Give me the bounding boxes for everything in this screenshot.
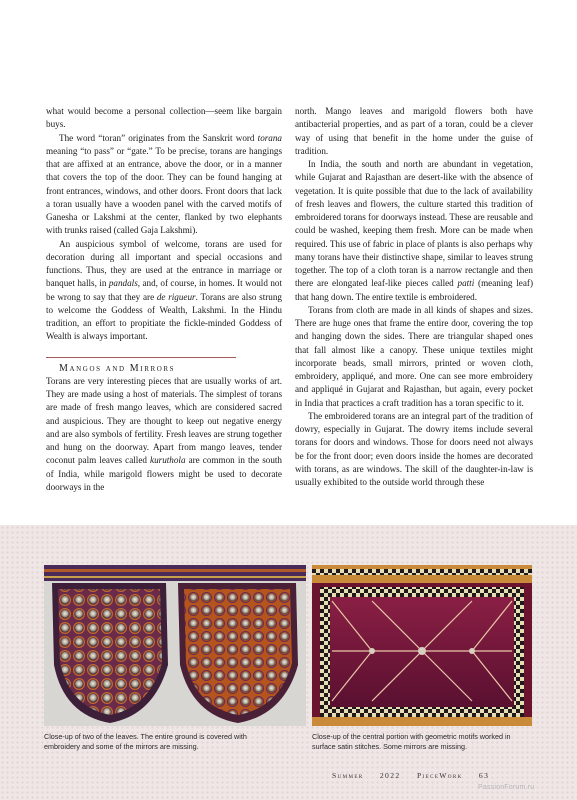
photo-caption-left: Close-up of two of the leaves. The entire ground is covered with embroidery and some of the mirrors are missing. xyxy=(44,732,247,751)
photo-toran-leaves xyxy=(44,565,306,726)
section-rule xyxy=(46,357,236,358)
photo-toran-center xyxy=(312,565,532,726)
paragraph: Torans from cloth are made in all kinds of shapes and sizes. There are huge ones that frame the entire door, covering the top and hanging down the sides. There are triangular shaped ones that fall almost like a canopy. These unique textiles might incorporate beads, small mirrors, printed or woven cloth, embroidery, appliqué, and more. One can see more embroidery and appliqué in Gujarat and Rajasthan, but again, every pocket in India that practices a craft tradition has a toran specific to it. xyxy=(295,304,533,408)
footer-season: Summer xyxy=(332,771,364,780)
paragraph: north. Mango leaves and marigold flowers both have antibacterial properties, and as part of a toran, could be a clever way of using that benefit in the home under the guise of tradition. xyxy=(295,106,533,156)
paragraph: In India, the south and north are abundant in vegetation, while Gujarat and Rajasthan are desert-like with the absence of vegetation. It is quite possible that due to the lack of availability of fresh leaves and flowers, the culture started this tradition of embroidered torans for doorways instead. These are reusable and could be washed, keeping them fresh. More can be made when required. This use of fabric in place of plants is also perhaps why many torans have their distinctive shape, similar to leaves strung together. The top of a cloth toran is a narrow rectangle and then there are elongated leaf-like pieces called patti (meaning leaf) that hang down. The entire textile is embroidered. xyxy=(295,159,533,302)
photo-caption-right: Close-up of the central portion with geometric motifs worked in surface satin stitches. Some mirrors are missing. xyxy=(312,732,511,751)
page-footer xyxy=(332,771,502,780)
footer-magazine: PieceWork xyxy=(416,771,463,780)
paragraph: what would become a personal collection—seem like bargain buys. xyxy=(46,106,282,130)
footer-year: 2022 xyxy=(379,771,401,780)
right-text-column xyxy=(295,105,533,489)
paragraph: The embroidered torans are an integral part of the tradition of dowry, especially in Gujarat. The dowry items include several torans for doors and windows. Those for doors need not always be for the front door; even doors inside the homes are decorated with torans, as are windows. The skill of the daughter-in-law is usually exhibited to the outside world through these xyxy=(295,410,533,487)
page-number: 63 xyxy=(478,771,490,780)
left-text-column xyxy=(46,105,282,494)
paragraph: The word “toran” originates from the Sanskrit word torana meaning “to pass” or “gate.” To be precise, torans are hangings that are affixed at an entrance, above the door, or in a manner that covers the top of the door. They can be found hanging at front entrances, windows, and other doors. Front doors that lack a toran usually have a wooden panel with the carved motifs of Ganesha or Lakshmi at the center, flanked by two elephants with trunks raised (called Gaja Lakshmi). xyxy=(46,132,282,236)
watermark: PassionForum.ru xyxy=(478,784,535,791)
paragraph: An auspicious symbol of welcome, torans are used for decoration during all important and special occasions and functions. Thus, they are used at the entrance in marriage or banquet halls, in pandals, and, of course, in homes. It would not be wrong to say that they are de rigueur. Torans are also strung to welcome the Goddess of Wealth, Lakshmi. In the Hindu tradition, an effort to propitiate the fickle-minded Goddess of Wealth is always important. xyxy=(46,238,283,342)
paragraph: Torans are very interesting pieces that are usually works of art. They are made using a host of materials. The simplest of torans are made of fresh mango leaves, which are considered sacred and auspicious. They are thought to keep out negative energy and are also symbols of fertility. Fresh leaves are strung together and hung on the doorway. Apart from mango leaves, tender coconut palm leaves called kuruthola are common in the south of India, while marigold flowers might be used to decorate doorways in the xyxy=(46,375,282,492)
section-heading: Mangos and Mirrors xyxy=(59,362,176,374)
